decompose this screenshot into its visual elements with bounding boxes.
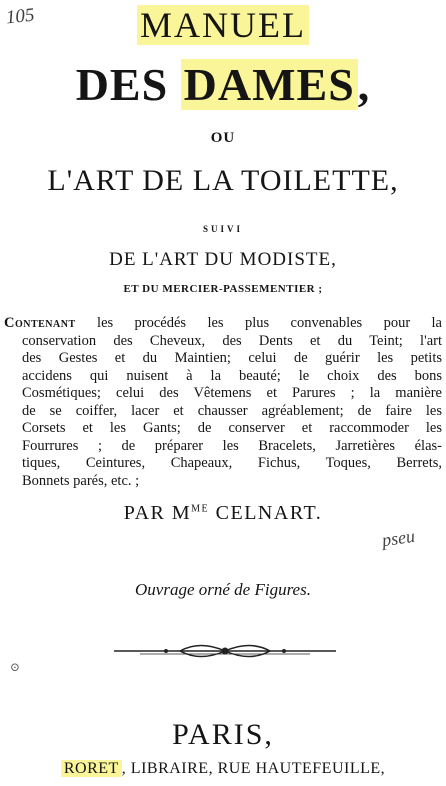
handwritten-shelf-number: 105 [4,4,36,29]
title-suivi: SUIVI [202,224,243,234]
contents-description [4,315,442,490]
description-line: Bonnets parés, etc. ; [22,472,140,489]
description-lead-word: Contenant [4,315,76,331]
figures-note: Ouvrage orné de Figures. [135,580,311,599]
description-line: de se coiffer, lacer et chausser agréablement; de faire les [22,402,442,419]
ornament-divider-icon [110,636,340,666]
description-line: tiques, Ceintures, Chapeaux, Fichus, Toques, Berrets, [22,455,442,471]
imprint-publisher: RORET , LIBRAIRE, RUE HAUTEFEUILLE, [0,760,446,778]
highlighted-word-roret: RORET [61,760,122,777]
title-word-des: DES [75,59,181,110]
title-line-manuel [0,4,446,46]
title-line-art-toilette: L'ART DE LA TOILETTE, [47,164,399,197]
author-line: PAR $M^{ME}$ CELNART. [123,502,323,524]
title-line-des-dames [0,58,446,111]
description-line: accidens qui nuisent à la beauté; le choix des bons [22,367,442,384]
margin-mark-icon: ⊙ [10,660,21,674]
highlighted-word-manuel: MANUEL [137,5,309,45]
description-line: Corsets et les Gants; de conserver et raccommoder les [22,420,442,436]
description-line: conservation des Cheveux, des Dents et du Teint; l'art [22,332,442,349]
description-line: Contenant les procédés les plus convenables pour la [4,315,442,331]
subtitle-modiste: DE L'ART DU MODISTE, [109,249,337,270]
imprint-city: PARIS, [172,718,274,751]
handwritten-annotation: pseu [380,525,417,551]
title-conjunction: OU [210,130,236,146]
subtitle-mercier: ET DU MERCIER-PASSEMENTIER ; [123,283,323,295]
description-line: Cosmétiques; celui des Vêtemens et Parures ; la manière [22,385,442,401]
author-title-superscript: ME [191,503,210,515]
highlighted-word-dames: DAMES [181,59,358,110]
title-comma: , [357,59,371,110]
description-line: des Gestes et du Maintien; celui de guérir les petits [22,350,442,366]
description-line: Fourrures ; de préparer les Bracelets, Jarretières élas- [22,437,442,454]
author-name: CELNART. [209,502,323,524]
